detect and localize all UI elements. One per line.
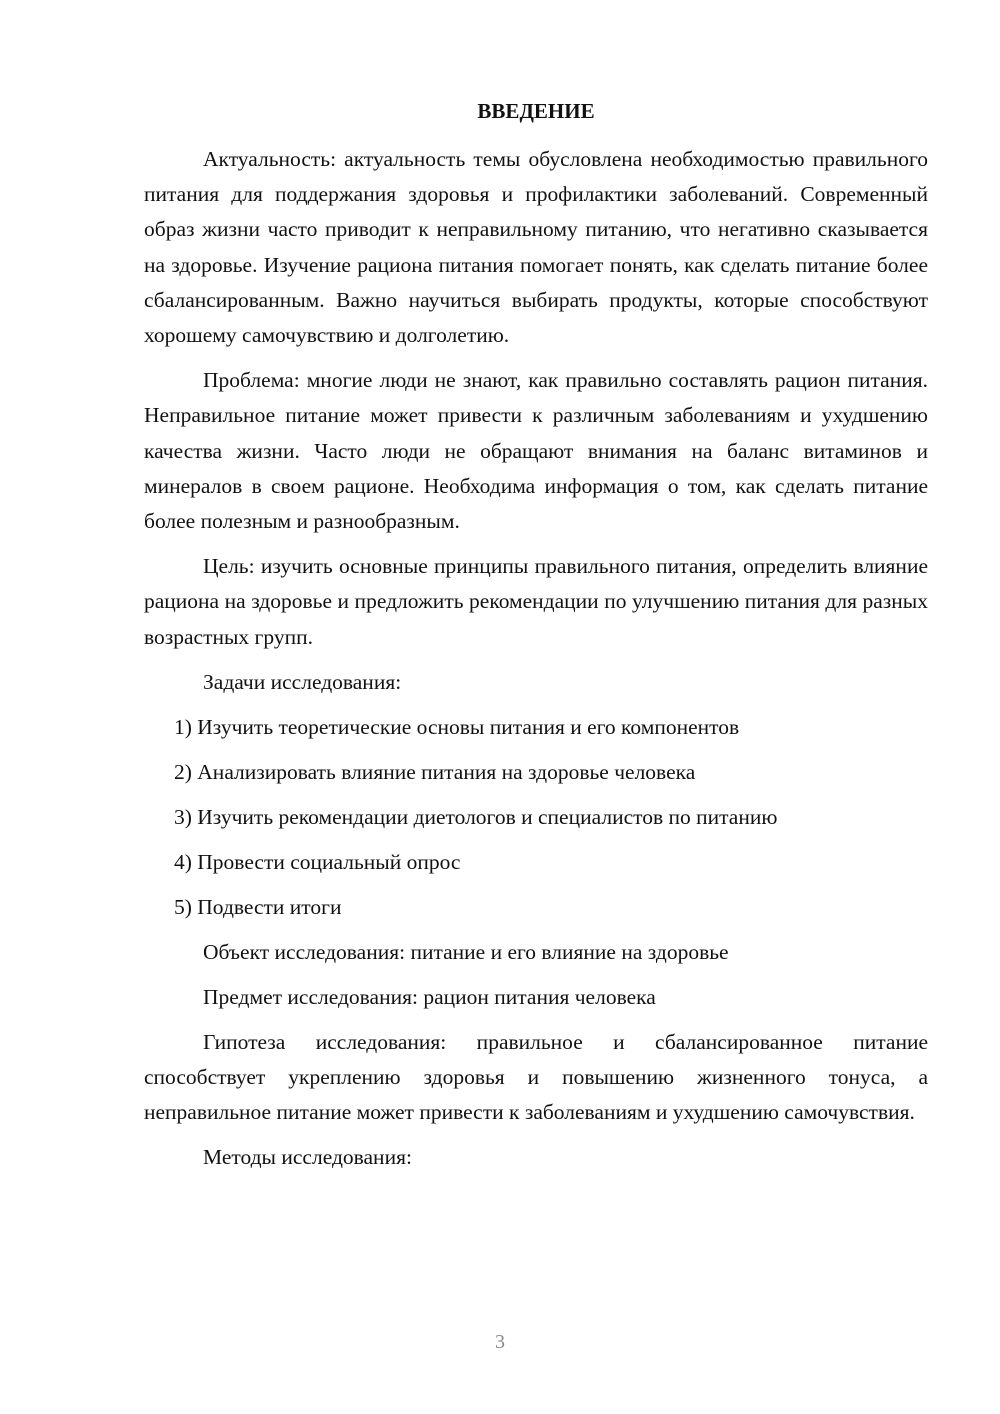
paragraph-hypothesis: Гипотеза исследования: правильное и сбалансированное питание способствует укреплению здоровья и повышению жизненного тонуса, а неправильное питание может привести к заболеваниям и ухудшению самочувствия.: [144, 1029, 928, 1125]
section-heading: ВВЕДЕНИЕ: [477, 99, 595, 123]
methods-title: Методы исследования:: [203, 1145, 412, 1170]
paragraph-goal: Цель: изучить основные принципы правильного питания, определить влияние рациона на здоровье и предложить рекомендации по улучшению питания для разных возрастных групп.: [144, 554, 928, 649]
tasks-list: [144, 710, 928, 925]
list-item: 4) Провести социальный опрос: [174, 849, 461, 874]
research-object: Объект исследования: питание и его влияние на здоровье: [203, 939, 729, 964]
paragraph-relevance: Актуальность: актуальность темы обусловлена необходимостью правильного питания для поддержания здоровья и профилактики заболеваний. Современный образ жизни часто приводит к неправильному питанию, что негативно сказывается на здоровье. Изучение рациона питания помогает понять, как сделать питание более сбалансированным. Важно научиться выбирать продукты, которые способствуют хорошему самочувствию и долголетию.: [144, 147, 928, 348]
document-page: [144, 94, 928, 1185]
list-item: 2) Анализировать влияние питания на здоровье человека: [174, 759, 696, 784]
research-subject: Предмет исследования: рацион питания человека: [203, 984, 656, 1009]
page-number: 3: [495, 1331, 505, 1353]
list-item: 5) Подвести итоги: [174, 894, 342, 919]
tasks-title: Задачи исследования:: [203, 669, 402, 694]
list-item: 1) Изучить теоретические основы питания и его компонентов: [174, 714, 740, 739]
paragraph-problem: Проблема: многие люди не знают, как правильно составлять рацион питания. Неправильное питание может привести к различным заболеваниям и ухудшению качества жизни. Часто люди не обращают внимания на баланс витаминов и минералов в своем рационе. Необходима информация о том, как сделать питание более полезным и разнообразным.: [144, 368, 928, 534]
list-item: 3) Изучить рекомендации диетологов и специалистов по питанию: [174, 804, 778, 829]
